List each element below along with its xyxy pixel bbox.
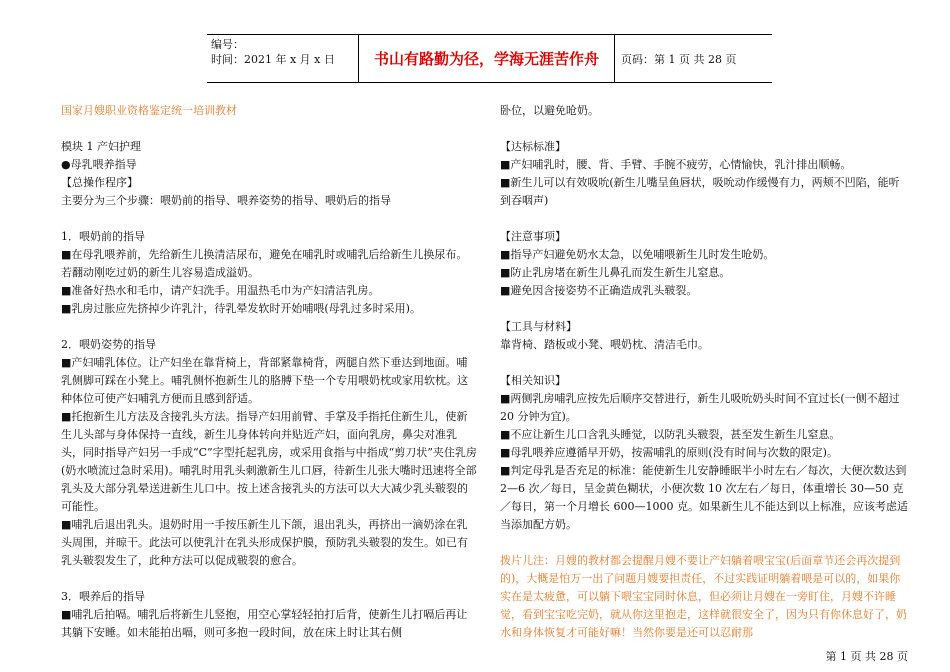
spacer [61,570,477,588]
serial-number-label: 编号： [211,38,244,51]
paragraph: 靠背椅、踏板或小凳、喂奶枕、清洁毛巾。 [500,338,709,351]
paragraph: ■准备好热水和毛巾，请产妇洗手。用温热毛巾为产妇清洁乳房。 [61,284,380,297]
paragraph: 1．喂奶前的指导 [61,230,145,243]
paragraph: ■不应让新生儿口含乳头睡觉，以防乳头皲裂，甚至发生新生儿窒息。 [500,428,841,441]
paragraph: ■避免因含接姿势不正确造成乳头皲裂。 [500,284,698,297]
spacer [61,210,477,228]
paragraph: ■两侧乳房哺乳应按先后顺序交替进行，新生儿吸吮奶头时间不宜过长(一侧不超过 20 分钟为宜)。 [500,392,900,423]
paragraph: 【达标标准】 [500,140,566,153]
paragraph: ■托抱新生儿方法及含接乳头方法。指导产妇用前臂、手掌及手指托住新生儿，使新生儿头部与身体保持一直线，新生儿身体转向并贴近产妇，面向乳房，鼻尖对准乳头，同时指导产妇另一手成“C”字型托起乳房，或采用食指与中指成“剪刀状”夹住乳房(奶水喷流过急时采用)。哺乳时用乳头刺激新生儿口唇，待新生儿张大嘴时迅速将全部乳头及大部分乳晕送进新生儿口中。按上述含接乳头的方法可以大大减少乳头皲裂的可能性。 [61,410,477,513]
spacer [500,354,910,372]
spacer [61,120,477,138]
paragraph: 主要分为三个步骤：喂奶前的指导、喂养姿势的指导、喂奶后的指导 [61,194,391,207]
paragraph: 卧位，以避免呛奶。 [500,104,599,117]
paragraph: 模块 1 产妇护理 [61,140,141,153]
paragraph: ■乳房过胀应先挤掉少许乳汁，待乳晕发软时开始哺喂(母乳过多时采用)。 [61,302,421,315]
paragraph: 2．喂奶姿势的指导 [61,338,156,351]
paragraph: ■产妇哺乳体位。让产妇坐在靠背椅上，背部紧靠椅背，两腿自然下垂达到地面。哺乳侧脚可踩在小凳上。哺乳侧怀抱新生儿的胳膊下垫一个专用喂奶枕或家用软枕。这种体位可使产妇哺乳方便而且感到舒适。 [61,356,468,405]
paragraph: 【注意事项】 [500,230,566,243]
spacer [500,534,910,552]
paragraph: ■新生儿可以有效吸吮(新生儿嘴呈鱼唇状，吸吮动作缓慢有力，两颊不凹陷，能听到吞咽声) [500,176,900,207]
paragraph: 【工具与材料】 [500,320,577,333]
spacer [500,210,910,228]
header-meta [207,35,358,82]
paragraph: 【总操作程序】 [61,176,138,189]
paragraph: ■在母乳喂养前，先给新生儿换清洁尿布，避免在哺乳时或哺乳后给新生儿换尿布。若翻动刚吃过奶的新生儿容易造成溢奶。 [61,248,468,279]
page-footer: 第 1 页 共 28 页 [825,650,908,663]
paragraph: ■产妇哺乳时，腰、背、手臂、手腕不疲劳，心情愉快，乳汁排出顺畅。 [500,158,852,171]
paragraph: ■判定母乳是否充足的标准：能使新生儿安静睡眠半小时左右／每次，大便次数达到 2—6 次／每日，呈金黄色糊状，小便次数 10 次左右／每日，体重增长 30—50 克／每日，第一个月增长 600—1000 克。如果新生儿不能达到以上标准，应该考虑适当添加配方奶。 [500,464,908,531]
header-slogan: 书山有路勤为径，学海无涯苦作舟 [358,35,615,82]
right-column [500,102,910,642]
paragraph: ■防止乳房堵在新生儿鼻孔而发生新生儿窒息。 [500,266,731,279]
spacer [500,120,910,138]
paragraph: ■哺乳后拍嗝。哺乳后将新生儿竖抱，用空心掌轻轻拍打后背，使新生儿打嗝后再让其躺下安睡。如未能拍出嗝，则可多抱一段时间，放在床上时让其右侧 [61,608,468,639]
paragraph: 3．喂养后的指导 [61,590,145,603]
paragraph: ●母乳喂养指导 [61,158,137,171]
paragraph: ■指导产妇避免奶水太急，以免哺喂新生儿时发生呛奶。 [500,248,775,261]
spacer [500,300,910,318]
document-header [207,34,772,83]
paragraph: ■母乳喂养应遵循早开奶，按需哺乳的原则(没有时间与次数的限定)。 [500,446,838,459]
paragraph: 【相关知识】 [500,374,566,387]
paragraph: 国家月嫂职业资格鉴定统一培训教材 [61,104,237,117]
spacer [61,318,477,336]
left-column [61,102,477,642]
time-label: 时间：2021 年 x 月 x 日 [211,53,335,66]
paragraph: ■哺乳后退出乳头。退奶时用一手按压新生儿下颌，退出乳头，再挤出一滴奶涂在乳头周围，并晾干。此法可以使乳汁在乳头形成保护膜，预防乳头皲裂的发生。如已有乳头皲裂发生了，此种方法可以促成皲裂的愈合。 [61,518,468,567]
paragraph: 拨片儿注：月嫂的教材都会提醒月嫂不要让产妇躺着喂宝宝(后面章节还会再次提到的)，大概是怕万一出了问题月嫂要担责任，不过实践证明躺着喂是可以的，如果你实在是太疲惫，可以躺下喂宝宝同时休息，但必须让月嫂在一旁盯住，月嫂不许睡觉，看到宝宝吃完奶，就从你这里抱走，这样就很安全了，因为只有你休息好了，奶水和身体恢复才可能好嘛！当然你要是还可以忍耐那 [500,554,907,639]
header-page-number: 页码：第 1 页 共 28 页 [621,52,737,66]
